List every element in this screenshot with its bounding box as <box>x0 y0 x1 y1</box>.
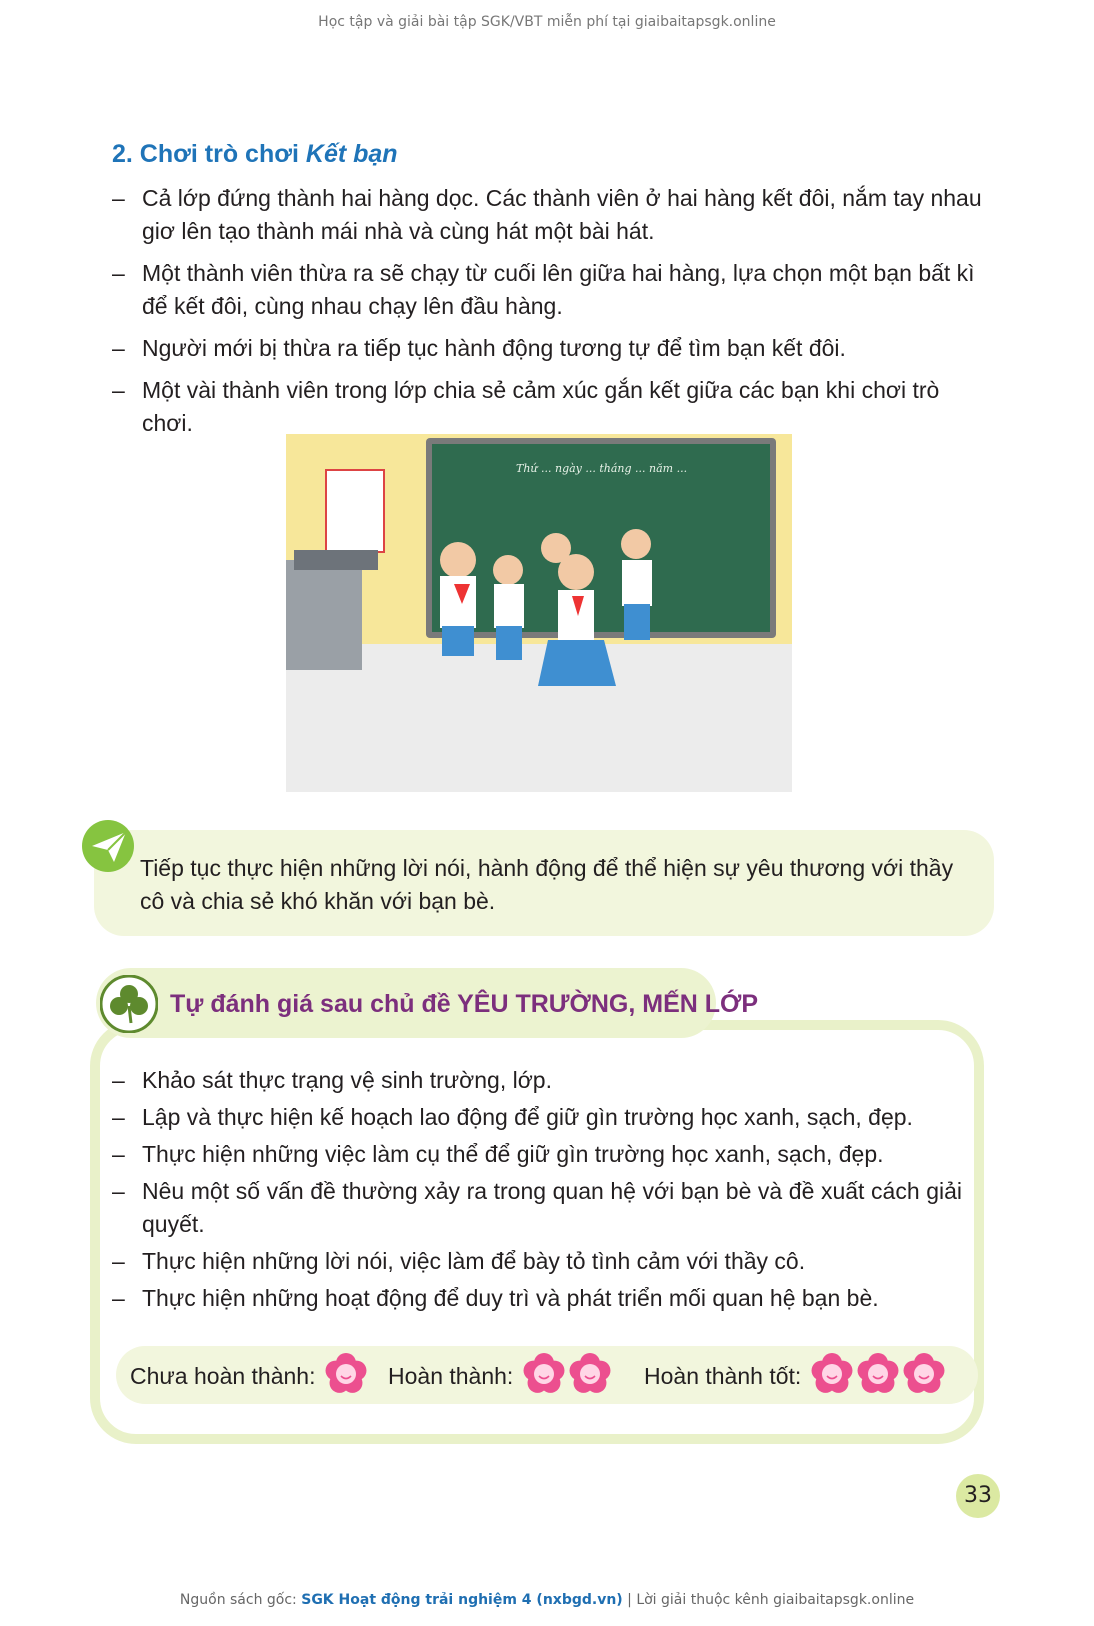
activity-game-name: Kết bạn <box>305 140 398 168</box>
activity-step: – Một vài thành viên trong lớp chia sẻ cảm xúc gắn kết giữa các bạn khi chơi trò chơi. <box>112 374 992 440</box>
flower-icon <box>521 1351 567 1397</box>
page-footer <box>0 1592 1094 1608</box>
page-header: Học tập và giải bài tập SGK/VBT miễn phí tại giaibaitapsgk.online <box>318 14 776 30</box>
teacher-desk <box>286 560 362 670</box>
activity-title-prefix: 2. Chơi trò chơi <box>112 140 306 168</box>
rating-not-completed <box>130 1352 369 1400</box>
wall-poster <box>326 470 384 552</box>
self-evaluation-list <box>112 1064 962 1319</box>
rating-flowers <box>521 1351 613 1402</box>
self-evaluation-item: – Lập và thực hiện kế hoạch lao động để giữ gìn trường học xanh, sạch, đẹp. <box>112 1101 962 1134</box>
rating-flowers <box>809 1351 947 1402</box>
flower-icon <box>323 1351 369 1397</box>
activity-title <box>112 140 398 169</box>
clover-icon <box>100 975 158 1033</box>
blackboard-text: Thứ ... ngày ... tháng ... năm ... <box>516 462 688 475</box>
self-evaluation-item: – Thực hiện những việc làm cụ thể để giữ gìn trường học xanh, sạch, đẹp. <box>112 1138 962 1171</box>
self-evaluation-item: – Nêu một số vấn đề thường xảy ra trong quan hệ với bạn bè và đề xuất cách giải quyết. <box>112 1175 962 1241</box>
rating-label: Hoàn thành: <box>388 1362 514 1389</box>
rating-label: Chưa hoàn thành: <box>130 1362 316 1389</box>
flower-icon <box>855 1351 901 1397</box>
activity-step: – Một thành viên thừa ra sẽ chạy từ cuối lên giữa hai hàng, lựa chọn một bạn bất kì để kết đôi, cùng nhau chạy lên đầu hàng. <box>112 257 992 323</box>
paper-plane-icon <box>82 820 138 876</box>
self-evaluation-title: Tự đánh giá sau chủ đề YÊU TRƯỜNG, MẾN LỚP <box>170 990 759 1018</box>
rating-label: Hoàn thành tốt: <box>644 1362 802 1389</box>
activity-step: – Người mới bị thừa ra tiếp tục hành động tương tự để tìm bạn kết đôi. <box>112 332 992 365</box>
activity-steps-list <box>112 182 992 449</box>
footer-source: SGK Hoạt động trải nghiệm 4 (nxbgd.vn) <box>301 1592 623 1608</box>
note-text: Tiếp tục thực hiện những lời nói, hành động để thể hiện sự yêu thương với thầy cô và chia sẻ khó khăn với bạn bè. <box>140 855 954 914</box>
activity-step: – Cả lớp đứng thành hai hàng dọc. Các thành viên ở hai hàng kết đôi, nắm tay nhau giơ lên tạo thành mái nhà và cùng hát một bài hát. <box>112 182 992 248</box>
self-evaluation-item: – Thực hiện những lời nói, việc làm để bày tỏ tình cảm với thầy cô. <box>112 1245 962 1278</box>
flower-icon <box>567 1351 613 1397</box>
classroom-illustration <box>286 434 792 792</box>
page-number: 33 <box>956 1474 1000 1518</box>
footer-prefix: Nguồn sách gốc: <box>179 1592 302 1608</box>
flower-icon <box>809 1351 855 1397</box>
footer-suffix: | Lời giải thuộc kênh giaibaitapsgk.online <box>622 1592 915 1608</box>
flower-icon <box>901 1351 947 1397</box>
self-evaluation-item: – Thực hiện những hoạt động để duy trì và phát triển mối quan hệ bạn bè. <box>112 1282 962 1315</box>
rating-flowers <box>323 1351 369 1402</box>
self-evaluation-item: – Khảo sát thực trạng vệ sinh trường, lớp. <box>112 1064 962 1097</box>
rating-completed-well <box>644 1352 947 1400</box>
rating-completed <box>388 1352 613 1400</box>
